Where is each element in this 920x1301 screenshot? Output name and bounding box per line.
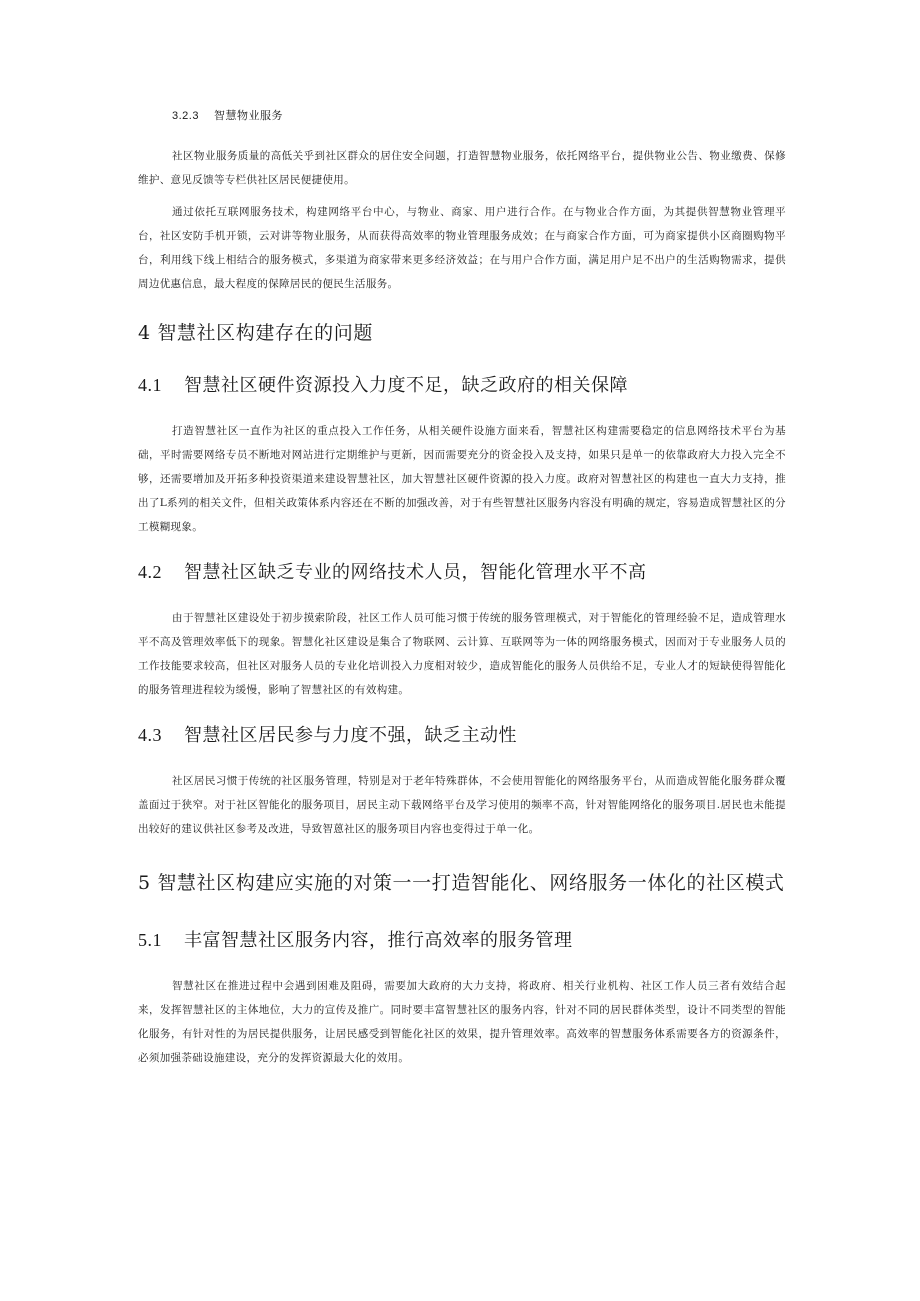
section-title: 丰富智慧社区服务内容，推行高效率的服务管理 [184,930,573,951]
paragraph: 社区物业服务质量的高低关乎到社区群众的居住安全问题，打造智慧物业服务，依托网络平台，提供物业公告、物业缴费、保修维护、意见反馈等专栏供社区居民便捷使用。 [138,150,786,186]
section-5-1-heading [138,925,786,956]
section-number: 4.3 [138,725,162,745]
section-3-2-3-heading [172,108,786,124]
paragraph: 通过依托互联网服务技术，构建网络平台中心，与物业、商家、用户进行合作。在与物业合作方面，为其提供智慧物业管理平台，社区安防手机开锁，云对讲等物业服务，从而获得高效率的物业管理服务成效；在与商家合作方面，可为商家提供小区商圈购物平台，利用线下线上相结合的服务模式，多渠道为商家带来更多经济效益；在与用户合作方面，满足用户足不出户的生活购物需求，提供周边优惠信息，最大程度的保障居民的便民生活服务。 [138,206,786,290]
section-title: 智慧社区硬件资源投入力度不足，缺乏政府的相关保障 [184,375,628,396]
chapter-4-heading: 4 智慧社区构建存在的问题 [138,322,373,344]
paragraph: 由于智慧社区建设处于初步摸索阶段，社区工作人员可能习惯于传统的服务管理模式，对于智能化的管理经验不足，造成管理水平不高及管理效率低下的现象。智慧化社区建设是集合了物联网、云计算、互联网等为一体的网络服务模式，因而对于专业服务人员的工作技能要求较高，但社区对服务人员的专业化培训投入力度相对较少，造成智能化的服务人员供给不足，专业人才的短缺使得智能化的服务管理进程较为缓慢，影响了智慧社区的有效构建。 [138,612,786,696]
paragraph: 社区居民习惯于传统的社区服务管理，特别是对于老年特殊群体，不会使用智能化的网络服务平台，从而造成智能化服务群众覆盖面过于狭窄。对于社区智能化的服务项目，居民主动下载网络平台及学习使用的频率不高，针对智能网络化的服务项目.居民也未能提出较好的建议供社区参考及改进，导致智蒽社区的服务项目内容也变得过于单一化。 [138,775,786,835]
section-4-2-heading [138,557,786,588]
paragraph: 智慧社区在推进过程中会遇到困难及阻碍，需要加大政府的大力支持，将政府、相关行业机构、社区工作人员三者有效结合起来，发挥智慧社区的主体地位，大力的宣传及推广。同时要丰富智慧社区的服务内容，针对不同的居民群体类型，设计不同类型的智能化服务，有针对性的为居民提供服务，让居民感受到智能化社区的效果，提升管理效率。高效率的智慧服务体系需要各方的资源条件，必须加强荼础设施建设，充分的发挥资源最大化的效用。 [138,980,786,1064]
paragraph: 打造智慧社区一直作为社区的重点投入工作任务，从相关硬件设施方面来看，智慧社区构建需要稳定的信息网络技术平台为基础，平时需要网络专员不断地对网站进行定期维护与更新，因而需要充分的资金投入及支持，如果只是单一的依靠政府大力投入完全不够，还需要增加及开拓多种投资渠道来建设智慧社区，加大智慧社区硬件资源的投入力度。政府对智慧社区的构建也一直大力支持，推出了L系列的相关文件，但相关政策体系内容还在不断的加强改善，对于有些智慧社区服务内容没有明确的规定，容易造成智慧社区的分工模糊现象。 [138,425,786,533]
section-number: 3.2.3 [172,110,199,122]
section-number: 4.1 [138,375,162,395]
section-4-1-heading [138,370,786,401]
section-number: 5.1 [138,930,162,950]
section-4-3-heading [138,720,786,751]
section-number: 4.2 [138,562,162,582]
document-body [138,108,786,1078]
section-title: 智慧社区缺乏专业的网络技术人员，智能化管理水平不高 [184,562,647,583]
chapter-5-heading: 5 智慧社区构建应实施的对策一一打造智能化、网络服务一体化的社区模式 [138,872,785,894]
section-title: 智慧物业服务 [214,109,283,122]
section-title: 智慧社区居民参与力度不强，缺乏主动性 [184,725,517,746]
